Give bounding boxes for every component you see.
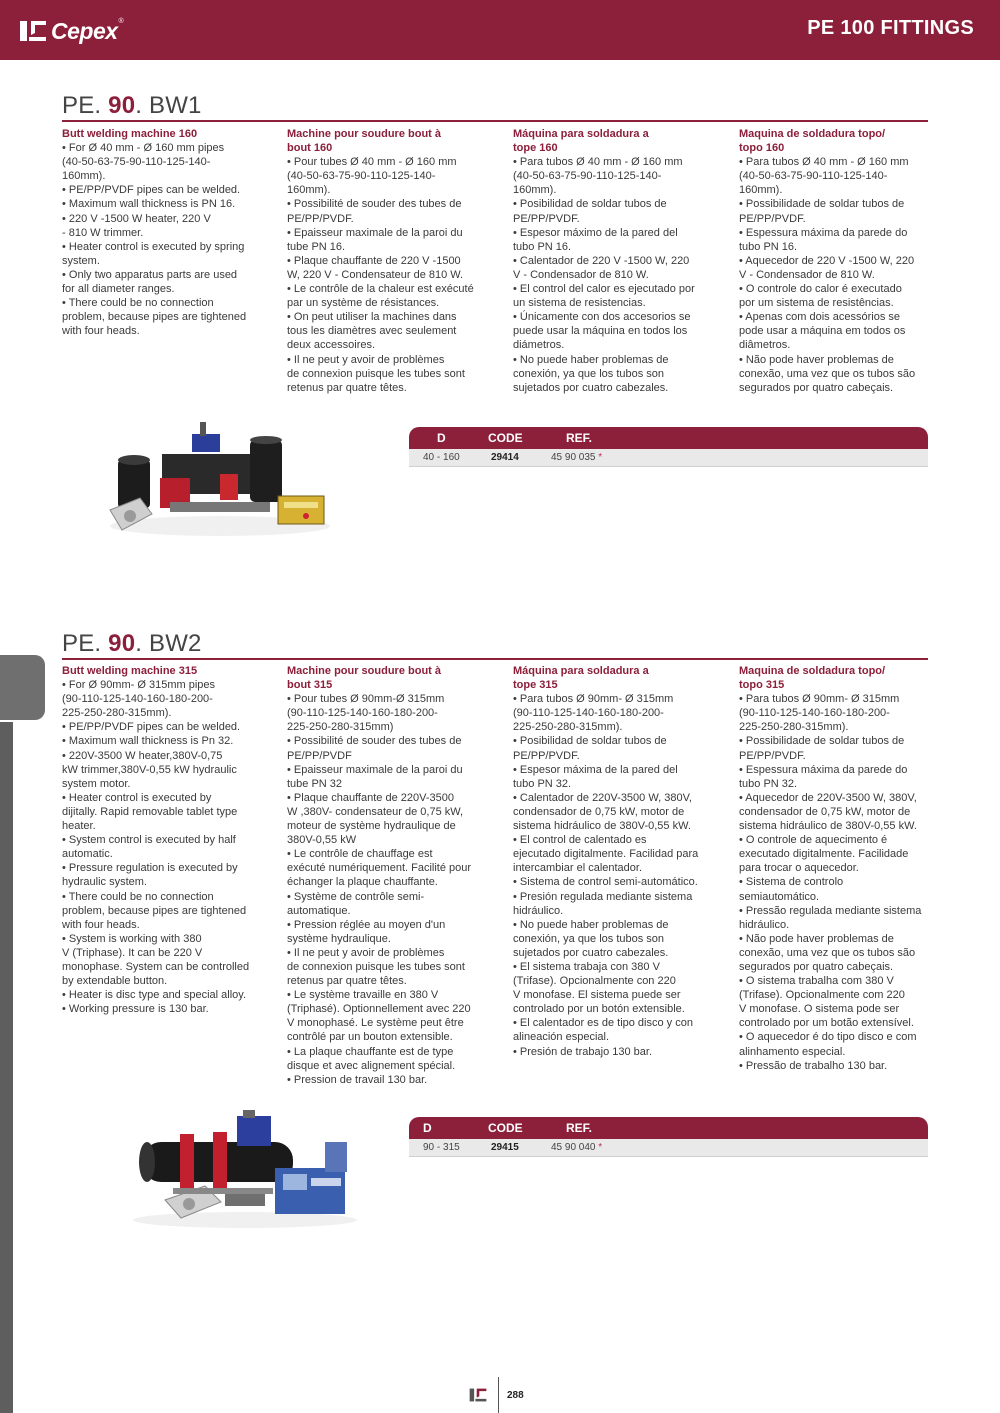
column-title: Machine pour soudure bout à [287,665,442,677]
spec-line: • Only two apparatus parts are used [62,268,238,281]
title-number: 90 [108,630,136,657]
spec-line: • No puede haber problemas de [513,918,669,931]
spec-line: conexão, uma vez que os tubos são [739,946,916,959]
spec-line: • Espesor máximo de la pared del [513,226,678,239]
footer-divider [498,1377,499,1413]
cepex-footer-icon [468,1386,488,1404]
spec-line: (40-50-63-75-90-110-125-140- [287,170,436,183]
spec-line: • Calentador de 220 V -1500 W, 220 [513,254,690,267]
spec-line: sujetados por cuatro cabezales. [513,946,669,959]
col-header-d: D [437,431,446,445]
spec-line: • Calentador de 220V-3500 W, 380V, [513,791,692,804]
spec-line: • Presión de trabajo 130 bar. [513,1045,652,1058]
spec-line: • Heater is disc type and special alloy. [62,989,247,1002]
spec-line: segurados por quatro cabeçais. [739,381,894,394]
spec-line: • Le système travaille en 380 V [287,989,439,1002]
spec-line: • Para tubos Ø 40 mm - Ø 160 mm [739,156,909,169]
spec-line: • Aquecedor de 220V-3500 W, 380V, [739,791,917,804]
col-header-d: D [423,1121,432,1135]
spec-line: • Posibilidad de soldar tubos de [513,198,667,211]
spec-line: puede usar la máquina en todos los [513,325,688,338]
spec-line: • Sistema de controlo [739,876,844,889]
spec-line: sistema hidráulico de 380V-0,55 kW. [513,820,691,833]
spec-line: • Epaisseur maximale de la paroi du [287,226,463,239]
header-bar [0,0,1000,60]
section-title-bw1 [62,92,202,120]
spec-line: • Epaisseur maximale de la paroi du [287,763,463,776]
spec-line: • 220V-3500 W heater,380V-0,75 [62,749,223,762]
spec-line: • Não pode haver problemas de [739,353,894,366]
desc-column-es [513,664,713,1059]
desc-column-fr [287,127,487,395]
spec-line: (Triphasé). Optionnellement avec 220 [287,1003,471,1016]
spec-line: • For Ø 40 mm - Ø 160 mm pipes [62,142,225,155]
side-index-bar [0,722,13,1413]
spec-line: • El control del calor es ejecutado por [513,283,695,296]
page-category-title: PE 100 FITTINGS [807,17,974,39]
spec-line: • El control de calentado es [513,834,647,847]
spec-line: • Pression réglée au moyen d'un [287,918,446,931]
spec-line: (40-50-63-75-90-110-125-140- [513,170,662,183]
spec-line: sistema hidráulico de 380V-0,55 kW. [739,820,917,833]
spec-line: (40-50-63-75-90-110-125-140- [62,156,211,169]
spec-line: problem, because pipes are tightened [62,904,247,917]
spec-line: 160mm). [287,184,331,197]
spec-line: • Maximum wall thickness is PN 16. [62,198,236,211]
spec-line: hidráulico. [513,904,564,917]
spec-line: problem, because pipes are tightened [62,311,247,324]
spec-line: • Posibilidad de soldar tubos de [513,735,667,748]
spec-line: (Trifase). Opcionalmente com 220 [739,989,905,1002]
spec-line: • No puede haber problemas de [513,353,669,366]
column-title: bout 315 [287,679,333,692]
spec-line: (90-110-125-140-160-180-200- [513,707,664,720]
spec-line: by extendable button. [62,975,168,988]
brand-name: Cepex [51,17,118,44]
spec-line: moteur de système hydraulique de [287,820,456,833]
spec-line: heater. [62,820,96,833]
product-table-bw1 [409,427,928,467]
spec-line: kW trimmer,380V-0,55 kW hydraulic [62,763,237,776]
spec-line: tous les diamètres avec seulement [287,325,457,338]
butt-welding-machine-315-photo [125,1108,365,1230]
spec-line: V monophasé. Le système peut être [287,1017,464,1030]
spec-line: • PE/PP/PVDF pipes can be welded. [62,184,241,197]
spec-line: • Espesor máxima de la pared del [513,763,678,776]
cell-ref [551,1142,602,1153]
table-row [409,1139,928,1157]
spec-line: PE/PP/PVDF. [513,212,580,225]
spec-line: • La plaque chauffante est de type [287,1045,454,1058]
spec-line: (90-110-125-140-160-180-200- [287,707,438,720]
spec-line: • O controle de aquecimento é [739,834,888,847]
spec-line: • O sistema trabalha com 380 V [739,975,894,988]
spec-line: contrôlé par un bouton extensible. [287,1031,453,1044]
column-title: tope 315 [513,679,558,692]
spec-line: un sistema de resistencias. [513,297,646,310]
spec-line: • There could be no connection [62,890,214,903]
spec-line: PE/PP/PVDF. [739,212,806,225]
column-title: Maquina de soldadura topo/ [739,128,886,140]
spec-line: • El calentador es de tipo disco y con [513,1017,693,1030]
spec-line: exécuté numériquement. Facilité pour [287,862,472,875]
desc-column-es [513,127,713,395]
spec-line: par un système de résistances. [287,297,440,310]
col-header-code: CODE [488,1121,523,1135]
spec-line: PE/PP/PVDF. [739,749,806,762]
registered-mark: ® [118,18,124,25]
spec-line: W ,380V- condensateur de 0,75 kW, [287,805,464,818]
spec-line: controlado por um botão extensível. [739,1017,914,1030]
column-title: Maquina de soldadura topo/ [739,665,886,677]
spec-line: alinhamento especial. [739,1045,846,1058]
ref-star: * [598,1142,603,1153]
spec-line: conexão, uma vez que os tubos são [739,367,916,380]
spec-line: for all diameter ranges. [62,283,175,296]
table-header [409,1117,928,1139]
spec-line: V monofase. O sistema pode ser [739,1003,900,1016]
spec-line: dijitally. Rapid removable tablet type [62,805,238,818]
ref-star: * [598,452,603,463]
spec-line: controlado por un botón extensible. [513,1003,685,1016]
spec-line: retenus par quatre têtes. [287,381,407,394]
title-prefix: PE. [62,630,109,657]
spec-line: • Espessura máxima da parede do [739,763,908,776]
spec-line: executado digitalmente. Facilidade [739,848,909,861]
spec-line: (40-50-63-75-90-110-125-140- [739,170,888,183]
spec-line: hidráulico. [739,918,790,931]
column-title: tope 160 [513,142,558,155]
spec-line: PE/PP/PVDF. [513,749,580,762]
table-row [409,449,928,467]
spec-line: • Possibilité de souder des tubes de [287,735,462,748]
cell-d: 40 - 160 [423,452,460,463]
spec-line: PE/PP/PVDF [287,749,352,762]
spec-line: (90-110-125-140-160-180-200- [739,707,890,720]
spec-line: diámetros. [513,339,565,352]
side-index-tab [0,655,45,720]
desc-column-pt [739,127,939,395]
title-number: 90 [108,92,136,119]
spec-line: • El sistema trabaja con 380 V [513,960,660,973]
product-table-bw2 [409,1117,928,1157]
column-title: bout 160 [287,142,333,155]
spec-line: diâmetros. [739,339,791,352]
col-header-code: CODE [488,431,523,445]
spec-line: • Maximum wall thickness is Pn 32. [62,735,234,748]
spec-line: condensador de 0,75 kW, motor de [739,805,911,818]
spec-line: • Para tubos Ø 90mm- Ø 315mm [513,693,674,706]
title-prefix: PE. [62,92,109,119]
column-title: Butt welding machine 315 [62,665,198,677]
spec-line: automatic. [62,848,113,861]
spec-line: • O controle do calor é executado [739,283,902,296]
col-header-ref: REF. [566,1121,593,1135]
spec-line: • Pressão regulada mediante sistema [739,904,922,917]
spec-line: 160mm). [739,184,783,197]
page-footer [468,1377,524,1413]
spec-line: • Não pode haver problemas de [739,932,894,945]
spec-line: automatique. [287,904,351,917]
spec-line: disque et avec alignement spécial. [287,1059,456,1072]
cell-code: 29415 [491,1142,519,1153]
ref-value: 45 90 040 [551,1142,596,1153]
col-header-ref: REF. [566,431,593,445]
spec-line: • Possibilidade de soldar tubos de [739,735,905,748]
spec-line: • Plaque chauffante de 220V-3500 [287,791,454,804]
spec-line: (Trifase). Opcionalmente con 220 [513,975,676,988]
spec-line: • Il ne peut y avoir de problèmes [287,946,445,959]
spec-line: système hydraulique. [287,932,391,945]
table-header [409,427,928,449]
column-title: topo 160 [739,142,785,155]
desc-column-en [62,127,262,338]
spec-line: system. [62,254,100,267]
spec-line: V monofase. El sistema puede ser [513,989,681,1002]
spec-line: • System is working with 380 [62,932,202,945]
spec-line: system motor. [62,777,131,790]
spec-line: • Système de contrôle semi- [287,890,425,903]
spec-line: • Únicamente con dos accesorios se [513,311,691,324]
cepex-logo-icon [18,17,48,45]
butt-welding-machine-160-photo [100,418,340,540]
spec-line: por um sistema de resistências. [739,297,894,310]
column-title: Machine pour soudure bout à [287,128,442,140]
spec-line: tube PN 32 [287,777,343,790]
spec-line: tubo PN 32. [739,777,798,790]
spec-line: • Il ne peut y avoir de problèmes [287,353,445,366]
spec-line: • Pour tubes Ø 40 mm - Ø 160 mm [287,156,457,169]
spec-line: • Le contrôle de chauffage est [287,848,433,861]
column-title: topo 315 [739,679,785,692]
spec-line: 225-250-280-315mm). [513,721,623,734]
spec-line: • System control is executed by half [62,834,236,847]
spec-line: échanger la plaque chauffante. [287,876,438,889]
desc-column-en [62,664,262,1016]
spec-line: tubo PN 16. [513,240,572,253]
spec-line: • There could be no connection [62,297,214,310]
spec-line: V (Triphase). It can be 220 V [62,946,203,959]
ref-value: 45 90 035 [551,452,596,463]
spec-line: • Para tubos Ø 90mm- Ø 315mm [739,693,900,706]
spec-line: 160mm). [62,170,106,183]
spec-line: • On peut utiliser la machines dans [287,311,457,324]
spec-line: • Sistema de control semi-automático. [513,876,698,889]
spec-line: 380V-0,55 kW [287,834,357,847]
cell-ref [551,452,602,463]
column-title: Máquina para soldadura a [513,128,649,140]
spec-line: • Para tubos Ø 40 mm - Ø 160 mm [513,156,683,169]
section-rule [62,658,928,660]
spec-line: • Possibilité de souder des tubes de [287,198,462,211]
spec-line: • Working pressure is 130 bar. [62,1003,209,1016]
spec-line: V - Condensador de 810 W. [739,268,875,281]
spec-line: tubo PN 32. [513,777,572,790]
title-suffix: . BW1 [135,92,202,119]
cell-d: 90 - 315 [423,1142,460,1153]
desc-column-pt [739,664,939,1073]
spec-line: • Presión regulada mediante sistema [513,890,693,903]
spec-line: • Heater control is executed by [62,791,212,804]
spec-line: deux accessoires. [287,339,376,352]
spec-line: conexión, ya que los tubos son [513,932,665,945]
spec-line: • PE/PP/PVDF pipes can be welded. [62,721,241,734]
spec-line: tube PN 16. [287,240,346,253]
desc-column-fr [287,664,487,1087]
spec-line: with four heads. [62,918,140,931]
spec-line: • Pour tubes Ø 90mm-Ø 315mm [287,693,445,706]
section-title-bw2 [62,630,202,658]
column-title: Máquina para soldadura a [513,665,649,677]
spec-line: • Plaque chauffante de 220 V -1500 [287,254,461,267]
spec-line: V - Condensador de 810 W. [513,268,649,281]
spec-line: • Heater control is executed by spring [62,240,245,253]
spec-line: PE/PP/PVDF. [287,212,354,225]
spec-line: segurados por quatro cabeçais. [739,960,894,973]
spec-line: 160mm). [513,184,557,197]
spec-line: retenus par quatre têtes. [287,975,407,988]
cell-code: 29414 [491,452,519,463]
spec-line: • Apenas com dois acessórios se [739,311,900,324]
spec-line: • Pressure regulation is executed by [62,862,238,875]
spec-line: • O aquecedor é do tipo disco e com [739,1031,917,1044]
spec-line: condensador de 0,75 kW, motor de [513,805,685,818]
spec-line: alineación especial. [513,1031,610,1044]
spec-line: 225-250-280-315mm). [739,721,849,734]
spec-line: • Pression de travail 130 bar. [287,1073,428,1086]
spec-line: 225-250-280-315mm). [62,707,172,720]
spec-line: ejecutado digitalmente. Facilidad para [513,848,699,861]
spec-line: W, 220 V - Condensateur de 810 W. [287,268,464,281]
spec-line: de connexion puisque les tubes sont [287,960,465,973]
spec-line: • Espessura máxima da parede do [739,226,908,239]
page-number: 288 [507,1389,524,1401]
spec-line: • Pressão de trabalho 130 bar. [739,1059,888,1072]
column-title: Butt welding machine 160 [62,128,198,140]
spec-line: conexión, ya que los tubos son [513,367,665,380]
brand-logo [18,16,124,46]
spec-line: (90-110-125-140-160-180-200- [62,693,213,706]
section-rule [62,120,928,122]
spec-line: • For Ø 90mm- Ø 315mm pipes [62,679,216,692]
spec-line: monophase. System can be controlled [62,960,250,973]
spec-line: • Le contrôle de la chaleur est exécuté [287,283,474,296]
spec-line: semiautomático. [739,890,820,903]
spec-line: pode usar a máquina em todos os [739,325,906,338]
spec-line: hydraulic system. [62,876,147,889]
spec-line: de connexion puisque les tubes sont [287,367,465,380]
spec-line: 225-250-280-315mm) [287,721,394,734]
spec-line: para trocar o aquecedor. [739,862,859,875]
spec-line: • Aquecedor de 220 V -1500 W, 220 [739,254,915,267]
spec-line: intercambiar el calentador. [513,862,643,875]
spec-line: sujetados por cuatro cabezales. [513,381,669,394]
spec-line: tubo PN 16. [739,240,798,253]
spec-line: with four heads. [62,325,140,338]
spec-line: - 810 W trimmer. [62,226,144,239]
spec-line: • Possibilidade de soldar tubos de [739,198,905,211]
spec-line: • 220 V -1500 W heater, 220 V [62,212,211,225]
title-suffix: . BW2 [135,630,202,657]
